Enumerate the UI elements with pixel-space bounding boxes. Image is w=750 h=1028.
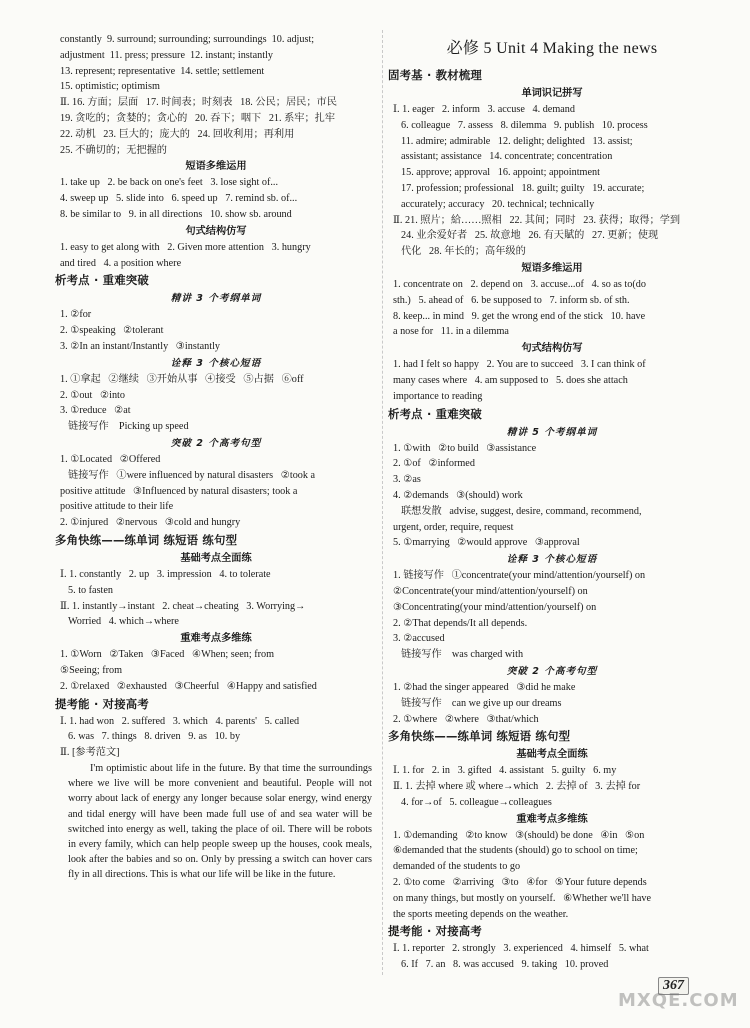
answer-line: 代化 28. 年长的；高年级的 — [401, 246, 526, 258]
answer-line: Ⅰ. 1. constantly 2. up 3. impression 4. to tolerate — [60, 568, 271, 580]
answer-line: 24. 业余爱好者 25. 故意地 26. 有天賦的 27. 更新；使现 — [401, 230, 659, 242]
answer-line: 1. ①demanding ②to know ③(should) be done ④in ⑤on — [393, 829, 645, 841]
answer-line: constantly 9. surround; surrounding; surroundings 10. adjust; — [60, 34, 315, 45]
answer-line: 1. ②for — [60, 309, 92, 321]
answer-line: 4. for→of 5. colleague→colleagues — [401, 796, 552, 808]
subsection-heading: 诠释 3 个核心短语 — [506, 554, 598, 566]
answer-line: 17. profession; professional 18. guilt; guilty 19. accurate; — [401, 182, 645, 194]
answer-line: 2. ①out ②into — [60, 389, 125, 401]
answer-line: many cases where 4. am supposed to 5. does she attach — [393, 374, 628, 386]
answer-line: assistant; assistance 14. concentrate; concentration — [401, 151, 613, 163]
answer-line: accurately; accuracy 20. technical; technically — [401, 198, 595, 210]
answer-line: 2. ①injured ②nervous ③cold and hungry — [60, 517, 241, 529]
answer-line: ⑥demanded that the students (should) go to school on time; — [393, 845, 638, 857]
answer-line: 1. easy to get along with 2. Given more attention 3. hungry — [60, 241, 311, 253]
subsection-heading: 精讲 5 个考纲单词 — [506, 426, 598, 438]
answer-line: 2. ①relaxed ②exhausted ③Cheerful ④Happy and satisfied — [60, 680, 317, 692]
watermark-logo: MXQE.COM — [618, 990, 739, 1011]
answer-line: sth.) 5. ahead of 6. be supposed to 7. inform sb. of sth. — [393, 294, 630, 306]
answer-line: Ⅱ. 16. 方面；层面 17. 时间表；时刻表 18. 公民；居民；市民 — [60, 97, 337, 109]
answer-line: 4. sweep up 5. slide into 6. speed up 7. remind sb. of... — [60, 193, 298, 205]
answer-line: 2. ①of ②informed — [393, 458, 475, 470]
answer-line: and tired 4. a position where — [60, 257, 182, 269]
subsection-heading: 基础考点全面练 — [516, 749, 588, 761]
answer-line: 1. ①Located ②Offered — [60, 453, 161, 465]
answer-line: Ⅰ. 1. had won 2. suffered 3. which 4. parents' 5. called — [60, 715, 300, 727]
model-essay: I'm optimistic about life in the future. By that time the surroundings where we live will be more convenient and beautiful. People will not worry about lack of energy any longer because solar energy, wind energy and tidal energy will have been made full use of and sea water will be switched into energy as well, taking the place of oil. There will be robots in every family, which can help people sweep up the houses, cook meals, look after the babies and so on. Only by pressing a switch can hover cars fly in all directions. This is what our life will be like in the future. — [68, 762, 372, 881]
answer-line: Ⅱ. [参考范文] — [60, 747, 120, 759]
answer-line: importance to reading — [393, 390, 483, 402]
answer-line: ③Concentrating(your mind/attention/yourself) on — [393, 601, 597, 613]
answer-line: the sports meeting depends on the weather. — [393, 908, 569, 920]
answer-line: 25. 不确切的；无把握的 — [60, 144, 167, 156]
answer-line: 1. take up 2. be back on one's feet 3. lose sight of... — [60, 177, 278, 189]
answer-line: 8. keep... in mind 9. get the wrong end of the stick 10. have — [393, 310, 646, 322]
answer-line: 链接写作 Picking up speed — [68, 421, 189, 433]
section-heading: 多角快练——练单词 练短语 练句型 — [55, 532, 238, 547]
unit-title: 必修 5 Unit 4 Making the news — [446, 40, 658, 57]
answer-line: demanded of the students to go — [393, 861, 521, 873]
answer-line: 1. ①with ②to build ③assistance — [393, 442, 537, 454]
answer-line: ⑤Seeing; from — [60, 664, 123, 676]
answer-line: 5. ①marrying ②would approve ③approval — [393, 537, 580, 549]
answer-line: 链接写作 can we give up our dreams — [401, 697, 562, 709]
answer-line: Ⅱ. 1. 去掉 where 或 where→which 2. 去掉 of 3. 去掉 for — [393, 781, 641, 793]
subsection-heading: 重难考点多维练 — [180, 633, 252, 645]
answer-line: 3. ②In an instant/Instantly ③instantly — [60, 340, 221, 352]
answer-line: 3. ①reduce ②at — [60, 405, 131, 417]
answer-line: 3. ②as — [393, 474, 421, 486]
subsection-heading: 诠释 3 个核心短语 — [170, 357, 262, 369]
answer-line: 2. ①where ②where ③that/which — [393, 713, 539, 725]
answer-line: Ⅱ. 21. 照片；給……照相 22. 其间；同时 23. 获得；取得；学到 — [393, 214, 681, 226]
answer-line: 1. had I felt so happy 2. You are to succeed 3. I can think of — [393, 359, 646, 371]
answer-line: positive attitude ③Influenced by natural disasters; took a — [60, 485, 298, 497]
answer-line: Ⅱ. 1. instantly→instant 2. cheat→cheating 3. Worrying→ — [60, 600, 306, 612]
answer-line: 联想发散 advise, suggest, desire, command, recommend, — [401, 505, 642, 517]
answer-line: a nose for 11. in a dilemma — [393, 326, 509, 338]
answer-line: 1. ①拿起 ②继续 ③开始从事 ④接受 ⑤占据 ⑥off — [60, 373, 304, 385]
answer-line: Worried 4. which→where — [68, 616, 179, 628]
subsection-heading: 单词识记拼写 — [521, 88, 583, 99]
right-column — [388, 32, 711, 973]
answer-line: 11. admire; admirable 12. delight; delighted 13. assist; — [401, 135, 633, 147]
page-number: 367 — [658, 977, 689, 995]
subsection-heading: 句式结构仿写 — [521, 343, 583, 355]
column-divider — [382, 30, 383, 975]
answer-line: 1. 链接写作 ①concentrate(your mind/attention/yourself) on — [393, 570, 646, 582]
subsection-heading: 句式结构仿写 — [185, 225, 247, 237]
section-heading: 提考能 · 对接高考 — [55, 696, 149, 711]
answer-line: 19. 贪吃的；贪婪的；贪心的 20. 吞下；咽下 21. 系牢；扎牢 — [60, 112, 336, 124]
answer-line: 4. ②demands ③(should) work — [393, 489, 523, 501]
left-column — [55, 32, 372, 883]
subsection-heading: 精讲 3 个考纲单词 — [170, 293, 262, 305]
answer-line: 6. colleague 7. assess 8. dilemma 9. publish 10. process — [401, 119, 648, 131]
answer-line: 6. was 7. things 8. driven 9. as 10. by — [68, 731, 241, 743]
answer-line: 8. be similar to 9. in all directions 10. show sb. around — [60, 208, 292, 220]
subsection-heading: 重难考点多维练 — [516, 813, 588, 825]
answer-line: urgent, order, require, request — [393, 521, 514, 533]
section-heading: 多角快练——练单词 练短语 练句型 — [388, 729, 571, 744]
answer-line: 2. ①to come ②arriving ③to ④for ⑤Your future depends — [393, 877, 647, 889]
answer-line: 1. ②had the singer appeared ③did he make — [393, 681, 576, 693]
answer-line: ②Concentrate(your mind/attention/yourself) on — [393, 585, 588, 597]
answer-line: 链接写作 ①were influenced by natural disasters ②took a — [68, 469, 316, 481]
answer-line: positive attitude to their life — [60, 501, 174, 513]
subsection-heading: 突破 2 个高考句型 — [506, 665, 598, 677]
answer-line: 5. to fasten — [68, 584, 113, 596]
answer-line: 15. approve; approval 16. appoint; appointment — [401, 167, 600, 179]
subsection-heading: 突破 2 个高考句型 — [170, 437, 262, 449]
section-heading: 固考基 · 教材梳理 — [388, 68, 482, 82]
answer-line: Ⅰ. 1. for 2. in 3. gifted 4. assistant 5. guilty 6. my — [393, 765, 617, 777]
answer-line: 15. optimistic; optimism — [60, 81, 160, 93]
answer-line: 3. ②accused — [393, 633, 445, 645]
answer-line: 22. 动机 23. 巨大的；庞大的 24. 回收利用；再利用 — [60, 128, 295, 140]
section-heading: 析考点 · 重难突破 — [388, 406, 482, 421]
answer-line: on many things, but mostly on yourself. ⑥Whether we'll have — [393, 892, 651, 904]
answer-line: 1. ①Worn ②Taken ③Faced ④When; seen; from — [60, 649, 275, 661]
answer-line: Ⅰ. 1. eager 2. inform 3. accuse 4. demand — [393, 104, 575, 115]
answer-line: 链接写作 was charged with — [401, 649, 524, 661]
answer-line: 2. ②That depends/It all depends. — [393, 617, 528, 629]
answer-line: 1. concentrate on 2. depend on 3. accuse...of 4. so as to(do — [393, 278, 646, 290]
subsection-heading: 基础考点全面练 — [180, 552, 252, 564]
section-heading: 析考点 · 重难突破 — [55, 273, 149, 288]
answer-line: 13. represent; representative 14. settle; settlement — [60, 65, 265, 77]
answer-line: 2. ①speaking ②tolerant — [60, 325, 164, 337]
subsection-heading: 短语多维运用 — [521, 262, 583, 274]
answer-line: Ⅰ. 1. reporter 2. strongly 3. experienced 4. himself 5. what — [393, 943, 649, 955]
subsection-heading: 短语多维运用 — [185, 161, 247, 173]
answer-line: adjustment 11. press; pressure 12. instant; instantly — [60, 49, 273, 61]
answer-line: 6. If 7. an 8. was accused 9. taking 10. proved — [401, 959, 609, 971]
section-heading: 提考能 · 对接高考 — [388, 924, 482, 939]
